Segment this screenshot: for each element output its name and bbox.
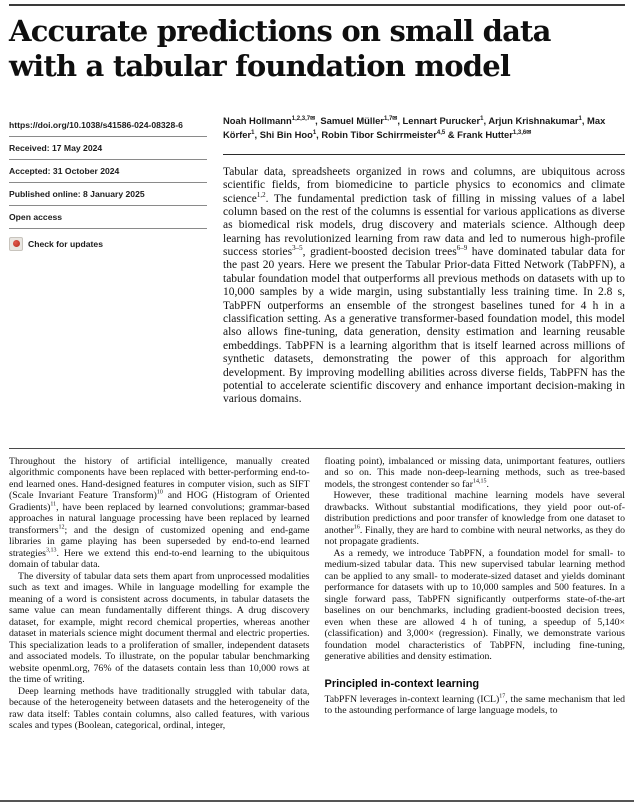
header-section (9, 114, 625, 407)
authors-divider (223, 154, 625, 155)
check-for-updates-button[interactable] (9, 229, 207, 257)
check-for-updates-label: Check for updates (28, 238, 103, 249)
accepted-date: Accepted: 31 October 2024 (9, 160, 207, 183)
top-divider (9, 4, 625, 6)
doi-row (9, 114, 207, 137)
paragraph: As a remedy, we introduce TabPFN, a foundation model for small- to medium-sized tabular data. This new supervised tabular learning method can be applied to any small- to moderate-sized dataset and yields dominant performance for datasets with up to 10,000 samples and 500 features. In a single forward pass, TabPFN significantly outperforms state-of-the-art baselines on our benchmarks, including gradient-boosted decision trees, even when these are allowed 4 h of tuning, a speedup of 5,140× (classification) and 3,000× (regression). Finally, we demonstrate various foundation model characteristics of TabPFN, including fine-tuning, generative abilities and density estimation. (324, 547, 625, 663)
section-heading: Principled in-context learning (324, 677, 480, 690)
paragraph: Throughout the history of artificial intelligence, manually created algorithmic components have been replaced with better-performing end-to-end learned ones. Hand-designed features in computer vision, such as SIFT (Scale Invariant Feature Transform)$^{10}$ and HOG (Histogram of Oriented Gradients)$^{11}$, have been replaced by learned convolutions; grammar-based approaches in natural language processing have been replaced by learned transformers$^{12}$; and the design of customized opening and end-game libraries in game playing has been superseded by end-to-end learned strategies$^{3,13}$. Here we extend this end-to-end learning to the ubiquitous domain of tabular data. (9, 455, 310, 571)
paragraph: floating point), imbalanced or missing data, unimportant features, outliers and so on. This made non-deep-learning methods, such as tree-based models, the strongest contender so far$^{14,15}$. (324, 455, 625, 490)
abstract-text: Tabular data, spreadsheets organized in rows and columns, are ubiquitous across scientific fields, from biomedicine to particle physics to economics and climate science$^{1,2}$. The fundamental prediction task of filling in missing values of a label column based on the rest of the columns is essential for various applications as diverse as biomedical risk models, drug discovery and materials science. Although deep learning has revolutionized learning from raw data and led to numerous high-profile success stories$^{3-5}$, gradient-boosted decision trees$^{6-9}$ have dominated tabular data for the past 20 years. Here we present the Tabular Prior-data Fitted Network (TabPFN), a tabular foundation model that outperforms all previous methods on datasets with up to 10,000 samples by a wide margin, using substantially less training time. In 2.8 s, TabPFN outperforms an ensemble of the strongest baselines tuned for 4 h in a classification setting. As a generative transformer-based foundation model, this model also allows fine-tuning, data generation, density estimation and learning reusable embeddings. TabPFN is a learning algorithm that is itself learned across millions of synthetic datasets, demonstrating the power of this approach for algorithm development. By improving modelling abilities across diverse fields, TabPFN has the potential to accelerate scientific discovery and enhance important decision-making in various domains. (223, 165, 626, 406)
body-divider (9, 448, 625, 449)
bottom-divider (0, 800, 634, 802)
abstract-column (223, 114, 625, 407)
paragraph: However, these traditional machine learning models have several drawbacks. Without substantial modifications, they yield poor out-of-distribution predictions and poor transfer of knowledge from one dataset to another$^{16}$. Finally, they are hard to combine with neural networks, as they do not propagate gradients. (324, 490, 625, 548)
received-date: Received: 17 May 2024 (9, 137, 207, 160)
page-title: Accurate predictions on small data with a tabular foundation model (9, 14, 551, 83)
paragraph: Deep learning methods have traditionally struggled with tabular data, because of the heterogeneity between datasets and the heterogeneity of the raw data itself: Tables contain columns, also called features, with various scales and types (Boolean, categorical, ordinal, integer, (9, 685, 310, 732)
article-page (0, 4, 634, 732)
authors-line: Noah Hollmann$^{1,2,3,7✉}$, Samuel Müller$^{1,7✉}$, Lennart Purucker$^1$, Arjun Krishnakumar$^1$, Max Körfer$^1$, Shi Bin Hoo$^1$, Robin Tibor Schirrmeister$^{4,5}$ & Frank Hutter$^{1,3,6✉}$ (223, 114, 606, 141)
paragraph: The diversity of tabular data sets them apart from unprocessed modalities such as text and images. While in language modelling for example the meaning of a word is consistent across documents, in tabular datasets the same value can mean fundamentally different things. A drug discovery dataset, for example, might record chemical properties, whereas another dataset in materials science might document thermal and electric properties. This specialization leads to a proliferation of smaller, independent datasets and associated models. To illustrate, on the popular tabular benchmarking website openml.org, 76% of the datasets contain less than 10,000 rows at the time of writing. (9, 570, 310, 686)
paragraph: TabPFN leverages in-context learning (ICL)$^{17}$, the same mechanism that led to the astounding performance of large language models, to (324, 693, 625, 717)
crossmark-icon (9, 237, 23, 251)
body-column-left (9, 456, 310, 732)
body-columns (9, 456, 625, 732)
body-column-right (325, 456, 626, 732)
open-access-label: Open access (9, 206, 207, 229)
published-date: Published online: 8 January 2025 (9, 183, 207, 206)
doi-link[interactable]: https://doi.org/10.1038/s41586-024-08328-6 (9, 119, 183, 130)
metadata-column (9, 114, 207, 407)
